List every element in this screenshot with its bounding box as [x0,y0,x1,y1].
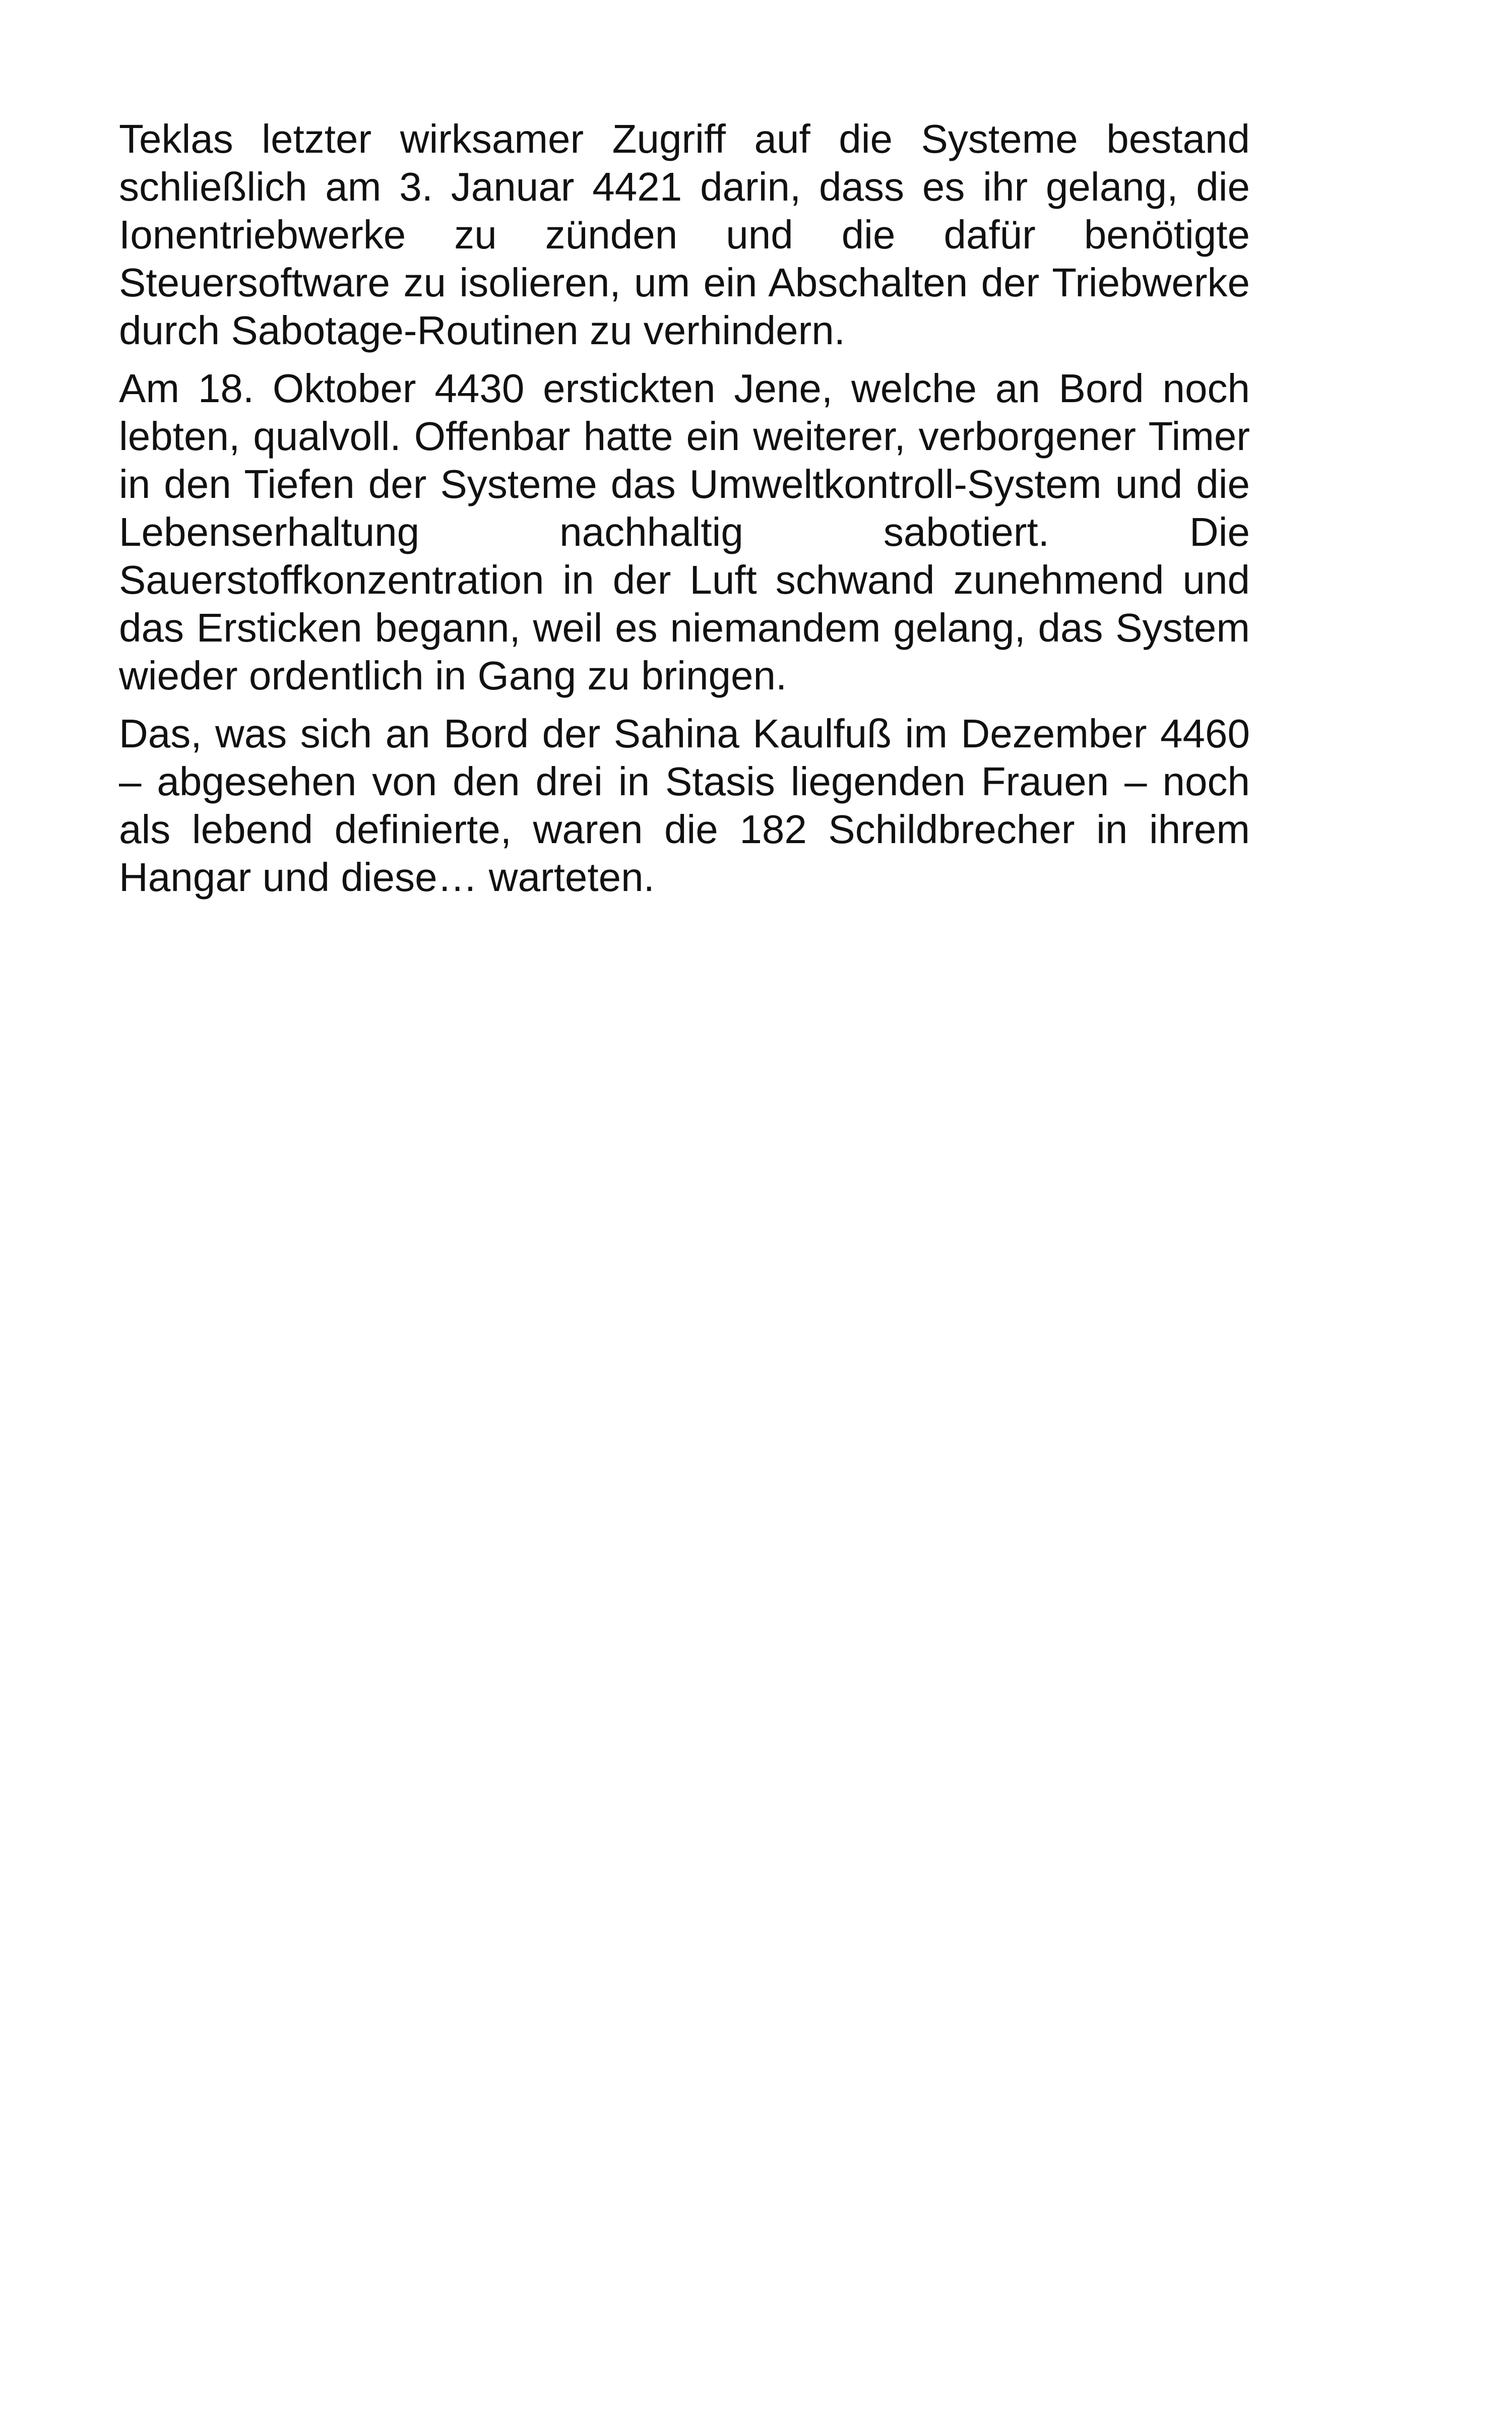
paragraph-1: Teklas letzter wirksamer Zugriff auf die Systeme bestand schließlich am 3. Januar 4421 darin, dass es ihr gelang, die Ionentriebwerke zu zünden und die dafür benötigte Steuersoftware zu isolieren, um ein Abschalten der Triebwerke durch Sabotage-Routinen zu verhindern. [119,116,1250,353]
paragraph-2: Am 18. Oktober 4430 erstickten Jene, welche an Bord noch lebten, qualvoll. Offenbar hatte ein weiterer, verborgener Timer in den Tiefen der Systeme das Umweltkontroll-System und die Lebenserhaltung nachhaltig sabotiert. Die Sauerstoffkonzentration in der Luft schwand zunehmend und das Ersticken begann, weil es niemandem gelang, das System wieder ordentlich in Gang zu bringen. [119,366,1250,698]
paragraph-3: Das, was sich an Bord der Sahina Kaulfuß im Dezember 4460 – abgesehen von den drei in Stasis liegenden Frauen – noch als lebend definierte, waren die 182 Schildbrecher in ihrem Hangar und diese… warteten. [119,711,1250,900]
body-text [119,115,1250,911]
